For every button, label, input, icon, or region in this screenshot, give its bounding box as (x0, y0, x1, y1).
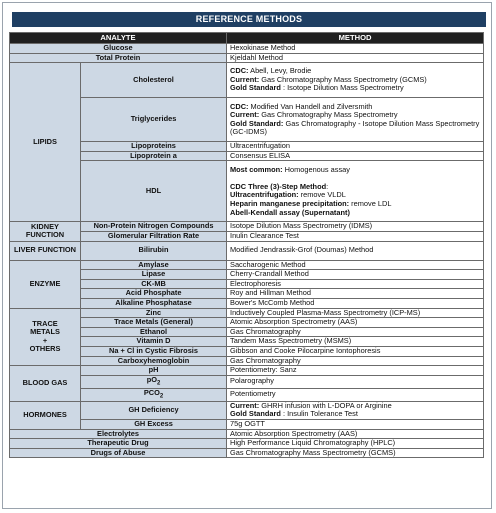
method-cell: Inulin Clearance Test (227, 231, 484, 241)
table-row (10, 298, 484, 308)
method-cell: Most common: Homogenous assay CDC Three (3)-Step Method: Ultracentrifugation: remove VLDL Heparin manganese precipitation: remove LDL Abell-Kendall assay (Supernatant) (227, 161, 484, 222)
table-row (10, 439, 484, 449)
category-blood-gas: BLOOD GAS (10, 366, 81, 402)
method-header: METHOD (227, 33, 484, 44)
category-kidney-function: KIDNEY FUNCTION (10, 222, 81, 241)
analyte-cell: HDL (81, 161, 227, 222)
table-row (10, 356, 484, 366)
analyte-cell: Amylase (81, 260, 227, 270)
category-liver-function: LIVER FUNCTION (10, 241, 81, 260)
table-row (10, 401, 484, 419)
category-lipids: LIPIDS (10, 63, 81, 222)
method-cell: Gas Chromatography (227, 327, 484, 337)
analyte-cell: Cholesterol (81, 63, 227, 98)
table-row (10, 241, 484, 260)
analyte-cell: GH Excess (81, 420, 227, 430)
table-row (10, 375, 484, 388)
method-cell: Consensus ELISA (227, 151, 484, 161)
method-cell: Saccharogenic Method (227, 260, 484, 270)
table-row (10, 337, 484, 347)
table-header-row (10, 33, 484, 44)
analyte-cell: Ethanol (81, 327, 227, 337)
method-cell: Bower's McComb Method (227, 298, 484, 308)
analyte-cell: $PCO_2$ (81, 388, 227, 401)
method-cell: 75g OGTT (227, 420, 484, 430)
analyte-cell: Na + Cl in Cystic Fibrosis (81, 346, 227, 356)
analyte-cell: Lipoproteins (81, 142, 227, 152)
method-cell: Cherry-Crandall Method (227, 270, 484, 280)
method-cell: Modified Jendrassik-Grof (Doumas) Method (227, 241, 484, 260)
method-cell: Atomic Absorption Spectrometry (AAS) (227, 429, 484, 439)
method-cell: Isotope Dilution Mass Spectrometry (IDMS) (227, 222, 484, 232)
table-row (10, 231, 484, 241)
analyte-cell: Zinc (81, 308, 227, 318)
analyte-cell: $pO_2$ (81, 375, 227, 388)
analyte-cell: Carboxyhemoglobin (81, 356, 227, 366)
category-hormones: HORMONES (10, 401, 81, 429)
method-cell: Kjeldahl Method (227, 53, 484, 63)
analyte-cell: Electrolytes (10, 429, 227, 439)
analyte-cell: Glucose (10, 44, 227, 54)
analyte-cell: pH (81, 366, 227, 376)
table-row (10, 142, 484, 152)
analyte-cell: Vitamin D (81, 337, 227, 347)
analyte-cell: Lipase (81, 270, 227, 280)
analyte-cell: Triglycerides (81, 98, 227, 142)
method-cell: Atomic Absorption Spectrometry (AAS) (227, 318, 484, 328)
table-row (10, 448, 484, 458)
analyte-cell: Lipoprotein a (81, 151, 227, 161)
analyte-cell: Acid Phosphate (81, 289, 227, 299)
table-row (10, 260, 484, 270)
table-row (10, 388, 484, 401)
table-row (10, 98, 484, 142)
table-row (10, 151, 484, 161)
table-row (10, 366, 484, 376)
method-cell: Inductively Coupled Plasma-Mass Spectrometry (ICP-MS) (227, 308, 484, 318)
method-cell: High Performance Liquid Chromatography (HPLC) (227, 439, 484, 449)
analyte-cell: Drugs of Abuse (10, 448, 227, 458)
analyte-cell: Non-Protein Nitrogen Compounds (81, 222, 227, 232)
method-cell: Ultracentrifugation (227, 142, 484, 152)
method-cell: Gas Chromatography Mass Spectrometry (GCMS) (227, 448, 484, 458)
method-cell: Current: GHRH infusion with L-DOPA or Arginine Gold Standard : Insulin Tolerance Test (227, 401, 484, 419)
analyte-cell: GH Deficiency (81, 401, 227, 419)
method-cell: Gas Chromatography (227, 356, 484, 366)
reference-methods-table (9, 32, 484, 458)
table-row (10, 420, 484, 430)
category-enzyme: ENZYME (10, 260, 81, 308)
method-cell: Gibbson and Cooke Pilocarpine Iontophoresis (227, 346, 484, 356)
table-row (10, 279, 484, 289)
method-cell: Potentiometry (227, 388, 484, 401)
analyte-cell: Alkaline Phosphatase (81, 298, 227, 308)
table-row (10, 63, 484, 98)
analyte-cell: Bilirubin (81, 241, 227, 260)
table-row (10, 308, 484, 318)
analyte-cell: Glomerular Filtration Rate (81, 231, 227, 241)
page-title: REFERENCE METHODS (12, 12, 486, 27)
method-cell: Electrophoresis (227, 279, 484, 289)
table-row (10, 429, 484, 439)
analyte-cell: Therapeutic Drug (10, 439, 227, 449)
table-row (10, 222, 484, 232)
analyte-cell: Trace Metals (General) (81, 318, 227, 328)
analyte-header: ANALYTE (10, 33, 227, 44)
table-row (10, 346, 484, 356)
table-row (10, 289, 484, 299)
method-cell: CDC: Modified Van Handell and Zilversmith Current: Gas Chromatography Mass Spectrometry Gold Standard: Gas Chromatography - Isotope Dilution Mass Spectrometry (GC-IDMS) (227, 98, 484, 142)
method-cell: Roy and Hillman Method (227, 289, 484, 299)
analyte-cell: Total Protein (10, 53, 227, 63)
table-row (10, 44, 484, 54)
table-row (10, 318, 484, 328)
method-cell: Potentiometry: Sanz (227, 366, 484, 376)
table-row (10, 327, 484, 337)
method-cell: CDC: Abell, Levy, Brodie Current: Gas Chromatography Mass Spectrometry (GCMS) Gold Standard : Isotope Dilution Mass Spectrometry (227, 63, 484, 98)
method-cell: Tandem Mass Spectrometry (MSMS) (227, 337, 484, 347)
analyte-cell: CK-MB (81, 279, 227, 289)
table-row (10, 53, 484, 63)
table-row (10, 161, 484, 222)
category-trace-metals-others: TRACE METALS + OTHERS (10, 308, 81, 366)
method-cell: Polarography (227, 375, 484, 388)
method-cell: Hexokinase Method (227, 44, 484, 54)
table-row (10, 270, 484, 280)
